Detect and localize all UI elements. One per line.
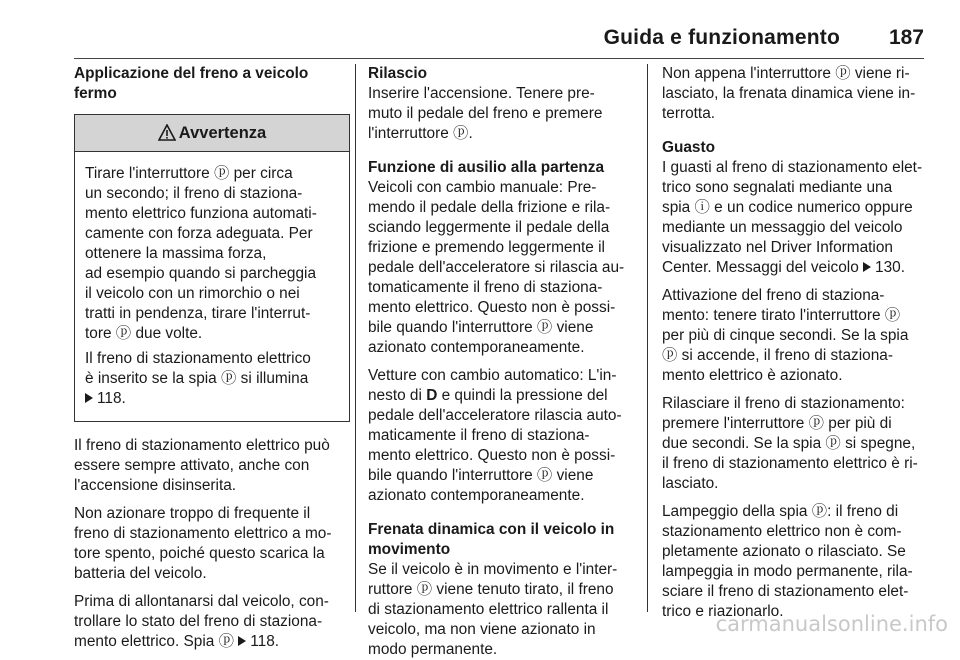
text-line: l'accensione disinserita.: [74, 477, 237, 494]
text-line: essere sempre attivato, anche con: [74, 457, 310, 474]
heading: Guasto: [662, 139, 716, 156]
text-line: lasciato.: [662, 475, 719, 492]
text-line: è inserito se la spia ⓟ si illumina: [85, 370, 309, 387]
text-line: maticamente il freno di staziona-: [368, 427, 590, 444]
text-line: stazionamento elettrico non è com-: [662, 523, 902, 540]
text-line: il veicolo con un rimorchio o nei: [85, 285, 300, 302]
text-line: Attivazione del freno di staziona-: [662, 287, 885, 304]
text-line: trico e riazionarlo.: [662, 603, 784, 620]
text-line: Se il veicolo è in movimento e l'inter-: [368, 561, 618, 578]
text-line: ad esempio quando si parcheggia: [85, 265, 317, 282]
text-line: lasciato, la frenata dinamica viene in-: [662, 85, 916, 102]
text-line: I guasti al freno di stazionamento elet-: [662, 159, 923, 176]
text-line: freno di stazionamento elettrico a mo-: [74, 525, 332, 542]
text-line: Veicoli con cambio manuale: Pre-: [368, 179, 597, 196]
text-line: tratti in pendenza, tirare l'interrut-: [85, 305, 311, 322]
text-line: Non azionare troppo di frequente il: [74, 505, 311, 522]
text-line: muto il pedale del freno e premere: [368, 105, 603, 122]
text-line: ruttore ⓟ viene tenuto tirato, il freno: [368, 581, 614, 598]
text-line: Il freno di stazionamento elettrico può: [74, 437, 330, 454]
text-line: mento elettrico è azionato.: [662, 367, 843, 384]
column-3: [662, 64, 926, 622]
text-line: pedale dell'acceleratore rilascia auto-: [368, 407, 622, 424]
text-line: nesto di D e quindi la pressione del: [368, 387, 608, 404]
text-line: Non appena l'interruttore ⓟ viene ri-: [662, 65, 910, 82]
column-divider: [355, 64, 356, 612]
text-line: batteria del veicolo.: [74, 565, 207, 582]
warning-box: [74, 114, 350, 422]
reference-arrow-icon: [238, 636, 246, 646]
text-line: azionato contemporaneamente.: [368, 487, 585, 504]
page-reference[interactable]: 130.: [863, 259, 905, 276]
text-line: Rilasciare il freno di stazionamento:: [662, 395, 905, 412]
text-line: bile quando l'interruttore ⓟ viene: [368, 467, 594, 484]
text-line: pedale dell'acceleratore si rilascia au-: [368, 259, 625, 276]
heading: Funzione di ausilio alla partenza: [368, 159, 605, 176]
text-line: spia ⓘ e un codice numerico oppure: [662, 199, 913, 216]
text-line: di stazionamento elettrico rallenta il: [368, 601, 609, 618]
text-line: per più di cinque secondi. Se la spia: [662, 327, 909, 344]
text-line: modo permanente.: [368, 641, 498, 658]
reference-arrow-icon: [85, 393, 93, 403]
heading: fermo: [74, 85, 117, 102]
text-line: sciando leggermente il pedale della: [368, 219, 610, 236]
text-line: mento elettrico funziona automati-: [85, 205, 317, 222]
text-line: mendo il pedale della frizione e rila-: [368, 199, 611, 216]
text-line: mento elettrico. Questo non è possi-: [368, 447, 616, 464]
page-number: 187: [888, 26, 924, 49]
text-line: trico sono segnalati mediante una: [662, 179, 893, 196]
text-line: il freno di stazionamento elettrico è ri-: [662, 455, 918, 472]
heading: Rilascio: [368, 65, 428, 82]
text-line: tore ⓟ due volte.: [85, 325, 203, 342]
text-line: Inserire l'accensione. Tenere pre-: [368, 85, 595, 102]
text-line: tore spento, poiché questo scarica la: [74, 545, 325, 562]
watermark: carmanualsonline.info: [715, 612, 948, 636]
text-line: mento elettrico. Spia ⓟ 118.: [74, 633, 280, 650]
text-line: sciare il freno di stazionamento elet-: [662, 583, 909, 600]
text-line: Center. Messaggi del veicolo 130.: [662, 259, 906, 276]
text-line: Lampeggio della spia ⓟ: il freno di: [662, 503, 899, 520]
text-line: un secondo; il freno di staziona-: [85, 185, 303, 202]
text-line: l'interruttore ⓟ.: [368, 125, 473, 142]
warning-body: [75, 152, 349, 421]
warning-triangle-icon: [158, 124, 176, 142]
text-line: due secondi. Se la spia ⓟ si spegne,: [662, 435, 916, 452]
page-reference[interactable]: 118.: [85, 389, 339, 409]
warning-header: [75, 115, 349, 152]
text-line: veicolo, ma non viene azionato in: [368, 621, 596, 638]
text-line: Il freno di stazionamento elettrico: [85, 350, 311, 367]
text-line: azionato contemporaneamente.: [368, 339, 585, 356]
header-rule: [74, 58, 924, 59]
text-line: premere l'interruttore ⓟ per più di: [662, 415, 892, 432]
text-line: ⓟ si accende, il freno di staziona-: [662, 347, 893, 364]
text-line: Vetture con cambio automatico: L'in-: [368, 367, 617, 384]
text-line: pletamente azionato o rilasciato. Se: [662, 543, 906, 560]
text-line: camente con forza adeguata. Per: [85, 225, 313, 242]
text-line: trollare lo stato del freno di staziona-: [74, 613, 323, 630]
text-line: mediante un messaggio del veicolo: [662, 219, 903, 236]
text-line: Tirare l'interruttore ⓟ per circa: [85, 165, 293, 182]
section-title: Guida e funzionamento: [603, 26, 840, 49]
text-line: tomaticamente il freno di staziona-: [368, 279, 603, 296]
text-line: terrotta.: [662, 105, 716, 122]
warning-title: Avvertenza: [178, 124, 267, 142]
column-2: [368, 64, 632, 660]
text-line: frizione e premendo leggermente il: [368, 239, 605, 256]
column-divider: [647, 64, 648, 612]
page-reference[interactable]: 118.: [238, 633, 279, 650]
text-line: visualizzato nel Driver Information: [662, 239, 893, 256]
text-line: bile quando l'interruttore ⓟ viene: [368, 319, 594, 336]
text-line: Prima di allontanarsi dal veicolo, con-: [74, 593, 329, 610]
heading: Applicazione del freno a veicolo: [74, 65, 309, 82]
reference-arrow-icon: [863, 262, 871, 272]
text-line: mento elettrico. Questo non è possi-: [368, 299, 616, 316]
heading: Frenata dinamica con il veicolo in: [368, 521, 615, 538]
page-header: [0, 26, 960, 56]
text-line: ottenere la massima forza,: [85, 245, 267, 262]
text-line: mento: tenere tirato l'interruttore ⓟ: [662, 307, 901, 324]
column-1: [74, 64, 350, 652]
heading: movimento: [368, 541, 451, 558]
text-line: lampeggia in modo permanente, rila-: [662, 563, 913, 580]
